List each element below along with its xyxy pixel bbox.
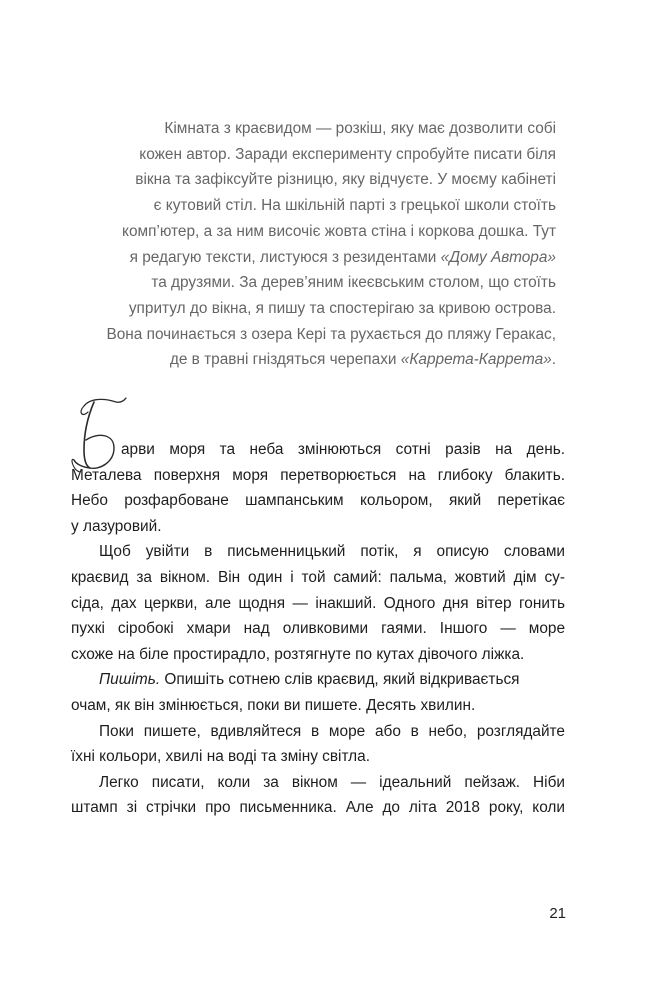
intro-line: Вона починається з озера Кері та рухається до пляжу Геракас, xyxy=(106,325,556,343)
intro-line: упритул до вікна, я пишу та спостерігаю за кривою острова. xyxy=(128,299,556,317)
page-number: 21 xyxy=(549,905,566,922)
text-line: пухкі сіробокі хмари над оливковими гаями. Іншого — море xyxy=(71,620,565,638)
text-line: штамп зі стрічки про письменника. Але до літа 2018 року, коли xyxy=(71,799,565,817)
intro-line: та друзями. За дерев’яним ікеєвським столом, що стоїть xyxy=(151,274,556,292)
text-line xyxy=(71,667,565,693)
text-line: сіда, дах церкви, але щодня — інакший. Одного дня вітер гонить xyxy=(71,594,565,612)
text-line: Небо розфарбоване шампанським кольором, який перетікає xyxy=(71,492,565,510)
main-text xyxy=(71,437,565,821)
text-line: очам, як він змінюється, поки ви пишете. Десять хвилин. xyxy=(71,696,476,714)
intro-line xyxy=(60,245,556,271)
intro-italic-title: «Дому Автора» xyxy=(440,248,556,266)
text-segment: Опишіть сотнею слів краєвид, який відкривається xyxy=(160,671,520,689)
text-line: їхні кольори, хвилі на воді та зміну світла. xyxy=(71,748,370,766)
intro-text: я редагую тексти, листуюся з резидентами xyxy=(129,248,437,266)
intro-line: є кутовий стіл. На шкільній парті з грецької школи стоїть xyxy=(153,197,556,215)
intro-text: . xyxy=(551,351,556,369)
intro-line: кожен автор. Заради експерименту спробуйте писати біля xyxy=(139,145,556,163)
intro-line: Кімната з краєвидом — розкіш, яку має дозволити собі xyxy=(164,120,556,137)
text-line: Металева поверхня моря перетворюється на глибоку блакить. xyxy=(71,466,565,484)
text-line: Легко писати, коли за вікном — ідеальний пейзаж. Ніби xyxy=(99,773,565,791)
intro-line: вікна та зафіксуйте різницю, яку відчуєте. У моєму кабінеті xyxy=(135,171,556,189)
text-line: арви моря та неба змінюються сотні разів на день. xyxy=(121,441,565,458)
text-line: Щоб увійти в письменницький потік, я описую словами xyxy=(99,543,565,561)
intro-line xyxy=(60,347,556,373)
intro-italic-title: «Каррета-Каррета» xyxy=(400,351,552,369)
text-line: у лазуровий. xyxy=(71,517,162,535)
text-italic: Пишіть. xyxy=(99,671,161,689)
text-line: Поки пишете, вдивляйтеся в море або в небо, розглядайте xyxy=(99,722,565,740)
intro-epigraph xyxy=(60,116,556,373)
intro-text: де в травні гніздяться черепахи xyxy=(169,351,397,369)
text-line: схоже на біле простирадло, розтягнуте по кутах дівочого ліжка. xyxy=(71,645,525,663)
intro-line: комп’ютер, а за ним височіє жовта стіна і коркова дошка. Тут xyxy=(122,222,556,240)
text-line: краєвид за вікном. Він один і той самий: пальма, жовтий дім су- xyxy=(71,568,565,586)
